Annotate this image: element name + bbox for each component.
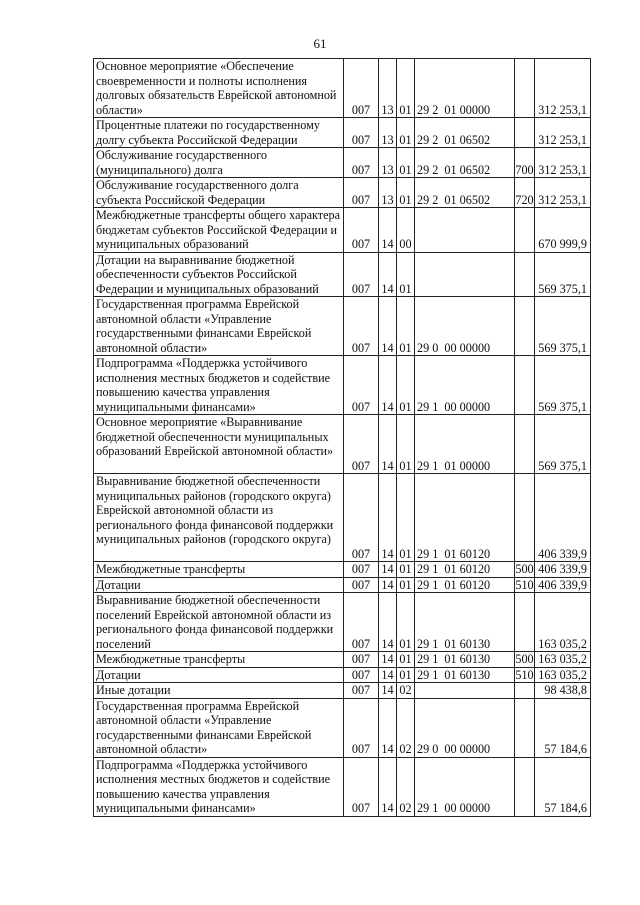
budget-table-body [94, 59, 591, 817]
amount-cell: 312 253,1 [535, 59, 591, 118]
expense-type-cell [515, 356, 535, 415]
row-name-cell: Подпрограмма «Поддержка устойчивого исполнения местных бюджетов и содействие повышению качества управления муниципальными финансами» [94, 356, 344, 415]
table-row [94, 757, 591, 816]
target-article-cell: 29 1 01 60120 [415, 562, 515, 578]
section-code-cell: 13 [379, 178, 397, 208]
expense-type-cell: 500 [515, 652, 534, 666]
target-article-cell: 29 1 01 60130 [415, 652, 515, 668]
amount-cell: 670 999,9 [535, 208, 591, 253]
grbs-code-cell: 007 [344, 148, 379, 178]
subsection-code-cell: 01 [397, 667, 415, 683]
table-row [94, 474, 591, 562]
target-article-cell: 29 2 01 06502 [415, 178, 515, 208]
expense-type-cell [515, 474, 535, 562]
row-name-cell: Межбюджетные трансферты [94, 652, 344, 668]
row-name-cell: Дотации [94, 577, 344, 593]
row-name-cell: Обслуживание государственного долга субъекта Российской Федерации [94, 178, 344, 208]
target-article-cell: 29 1 00 00000 [415, 757, 515, 816]
subsection-code-cell: 01 [397, 356, 415, 415]
table-row [94, 415, 591, 474]
table-row [94, 562, 591, 578]
expense-type-cell [515, 757, 535, 816]
subsection-code-cell: 01 [397, 297, 415, 356]
amount-cell: 163 035,2 [535, 593, 591, 652]
expense-type-cell [515, 593, 535, 652]
target-article-cell [415, 683, 515, 699]
section-code-cell: 14 [379, 593, 397, 652]
row-name-cell: Подпрограмма «Поддержка устойчивого исполнения местных бюджетов и содействие повышению качества управления муниципальными финансами» [94, 757, 344, 816]
expense-type-cell [515, 118, 535, 148]
row-name-cell: Межбюджетные трансферты общего характера бюджетам субъектов Российской Федерации и муниципальных образований [94, 208, 344, 253]
table-row [94, 208, 591, 253]
subsection-code-cell: 01 [397, 652, 415, 668]
section-code-cell: 14 [379, 415, 397, 474]
expense-type-cell [515, 252, 535, 297]
subsection-code-cell: 01 [397, 59, 415, 118]
grbs-code-cell: 007 [344, 562, 379, 578]
expense-type-cell [515, 59, 535, 118]
target-article-cell: 29 2 01 06502 [415, 118, 515, 148]
expense-type-cell: 700 [515, 148, 535, 178]
target-article-cell: 29 0 00 00000 [415, 297, 515, 356]
section-code-cell: 14 [379, 356, 397, 415]
section-code-cell: 14 [379, 562, 397, 578]
subsection-code-cell: 01 [397, 577, 415, 593]
row-name-cell: Государственная программа Еврейской автономной области «Управление государственными финансами Еврейской автономной области» [94, 698, 344, 757]
amount-cell: 163 035,2 [535, 652, 591, 668]
section-code-cell: 14 [379, 667, 397, 683]
amount-cell: 406 339,9 [535, 562, 591, 578]
grbs-code-cell: 007 [344, 297, 379, 356]
amount-cell: 569 375,1 [535, 415, 591, 474]
amount-cell: 406 339,9 [535, 577, 591, 593]
expense-type-cell [515, 208, 535, 253]
subsection-code-cell: 01 [397, 593, 415, 652]
row-name-cell: Государственная программа Еврейской автономной области «Управление государственными финансами Еврейской автономной области» [94, 297, 344, 356]
grbs-code-cell: 007 [344, 474, 379, 562]
row-name-cell: Дотации [94, 667, 344, 683]
table-row [94, 178, 591, 208]
table-row [94, 356, 591, 415]
section-code-cell: 14 [379, 297, 397, 356]
row-name-cell: Основное мероприятие «Обеспечение своевременности и полноты исполнения долговых обязательств Еврейской автономной области» [94, 59, 344, 118]
target-article-cell: 29 1 01 60130 [415, 593, 515, 652]
amount-cell: 98 438,8 [535, 683, 591, 699]
amount-cell: 163 035,2 [535, 667, 591, 683]
section-code-cell: 14 [379, 698, 397, 757]
table-row [94, 667, 591, 683]
expense-type-cell [515, 683, 535, 699]
grbs-code-cell: 007 [344, 415, 379, 474]
grbs-code-cell: 007 [344, 178, 379, 208]
grbs-code-cell: 007 [344, 698, 379, 757]
grbs-code-cell: 007 [344, 577, 379, 593]
row-name-cell: Основное мероприятие «Выравнивание бюджетной обеспеченности муниципальных образований Еврейской автономной области» [94, 415, 344, 474]
table-row [94, 683, 591, 699]
expense-type-cell: 510 [515, 667, 534, 682]
grbs-code-cell: 007 [344, 652, 379, 668]
grbs-code-cell: 007 [344, 757, 379, 816]
section-code-cell: 14 [379, 652, 397, 668]
target-article-cell [415, 252, 515, 297]
target-article-cell: 29 2 01 06502 [415, 148, 515, 178]
section-code-cell: 14 [379, 577, 397, 593]
target-article-cell: 29 0 00 00000 [415, 698, 515, 757]
grbs-code-cell: 007 [344, 593, 379, 652]
expense-type-cell: 720 [515, 178, 535, 208]
grbs-code-cell: 007 [344, 208, 379, 253]
expense-type-cell [515, 698, 535, 757]
target-article-cell: 29 1 01 60120 [415, 474, 515, 562]
expense-type-cell: 510 [515, 577, 534, 592]
row-name-cell: Процентные платежи по государственному долгу субъекта Российской Федерации [94, 118, 344, 148]
target-article-cell: 29 1 01 00000 [415, 415, 515, 474]
subsection-code-cell: 01 [397, 252, 415, 297]
subsection-code-cell: 02 [397, 698, 415, 757]
table-row [94, 698, 591, 757]
expense-type-cell [515, 415, 535, 474]
amount-cell: 569 375,1 [535, 356, 591, 415]
section-code-cell: 14 [379, 474, 397, 562]
grbs-code-cell: 007 [344, 252, 379, 297]
table-row [94, 59, 591, 118]
page-number: 61 [313, 36, 327, 51]
subsection-code-cell: 01 [397, 178, 415, 208]
expense-type-cell [515, 297, 535, 356]
expense-type-cell: 500 [515, 562, 534, 576]
subsection-code-cell: 02 [397, 683, 415, 699]
section-code-cell: 13 [379, 59, 397, 118]
row-name-cell: Иные дотации [94, 683, 344, 699]
subsection-code-cell: 01 [397, 415, 415, 474]
target-article-cell [415, 208, 515, 253]
table-row [94, 297, 591, 356]
budget-table [93, 58, 591, 817]
subsection-code-cell: 01 [397, 118, 415, 148]
subsection-code-cell: 01 [397, 562, 415, 578]
amount-cell: 57 184,6 [535, 757, 591, 816]
table-row [94, 148, 591, 178]
table-row [94, 118, 591, 148]
target-article-cell: 29 1 00 00000 [415, 356, 515, 415]
amount-cell: 57 184,6 [535, 698, 591, 757]
row-name-cell: Выравнивание бюджетной обеспеченности муниципальных районов (городского округа) Еврейской автономной области из регионального фонда финансовой поддержки муниципальных районов (городского округа) [94, 474, 344, 562]
grbs-code-cell: 007 [344, 667, 379, 683]
grbs-code-cell: 007 [344, 356, 379, 415]
amount-cell: 312 253,1 [535, 148, 591, 178]
row-name-cell: Межбюджетные трансферты [94, 562, 344, 578]
grbs-code-cell: 007 [344, 683, 379, 699]
row-name-cell: Выравнивание бюджетной обеспеченности поселений Еврейской автономной области из регионального фонда финансовой поддержки поселений [94, 593, 344, 652]
grbs-code-cell: 007 [344, 59, 379, 118]
target-article-cell: 29 1 01 60130 [415, 667, 515, 683]
row-name-cell: Обслуживание государственного (муниципального) долга [94, 148, 344, 178]
section-code-cell: 14 [379, 252, 397, 297]
amount-cell: 406 339,9 [535, 474, 591, 562]
subsection-code-cell: 01 [397, 148, 415, 178]
subsection-code-cell: 00 [397, 208, 415, 253]
section-code-cell: 14 [379, 208, 397, 253]
amount-cell: 569 375,1 [535, 297, 591, 356]
section-code-cell: 14 [379, 683, 397, 699]
grbs-code-cell: 007 [344, 118, 379, 148]
amount-cell: 312 253,1 [535, 178, 591, 208]
target-article-cell: 29 1 01 60120 [415, 577, 515, 593]
subsection-code-cell: 01 [397, 474, 415, 562]
table-row [94, 652, 591, 668]
row-name-cell: Дотации на выравнивание бюджетной обеспеченности субъектов Российской Федерации и муниципальных образований [94, 252, 344, 297]
section-code-cell: 13 [379, 148, 397, 178]
target-article-cell: 29 2 01 00000 [415, 59, 515, 118]
table-row [94, 252, 591, 297]
section-code-cell: 13 [379, 118, 397, 148]
section-code-cell: 14 [379, 757, 397, 816]
amount-cell: 569 375,1 [535, 252, 591, 297]
table-row [94, 577, 591, 593]
table-row [94, 593, 591, 652]
subsection-code-cell: 02 [397, 757, 415, 816]
amount-cell: 312 253,1 [535, 118, 591, 148]
